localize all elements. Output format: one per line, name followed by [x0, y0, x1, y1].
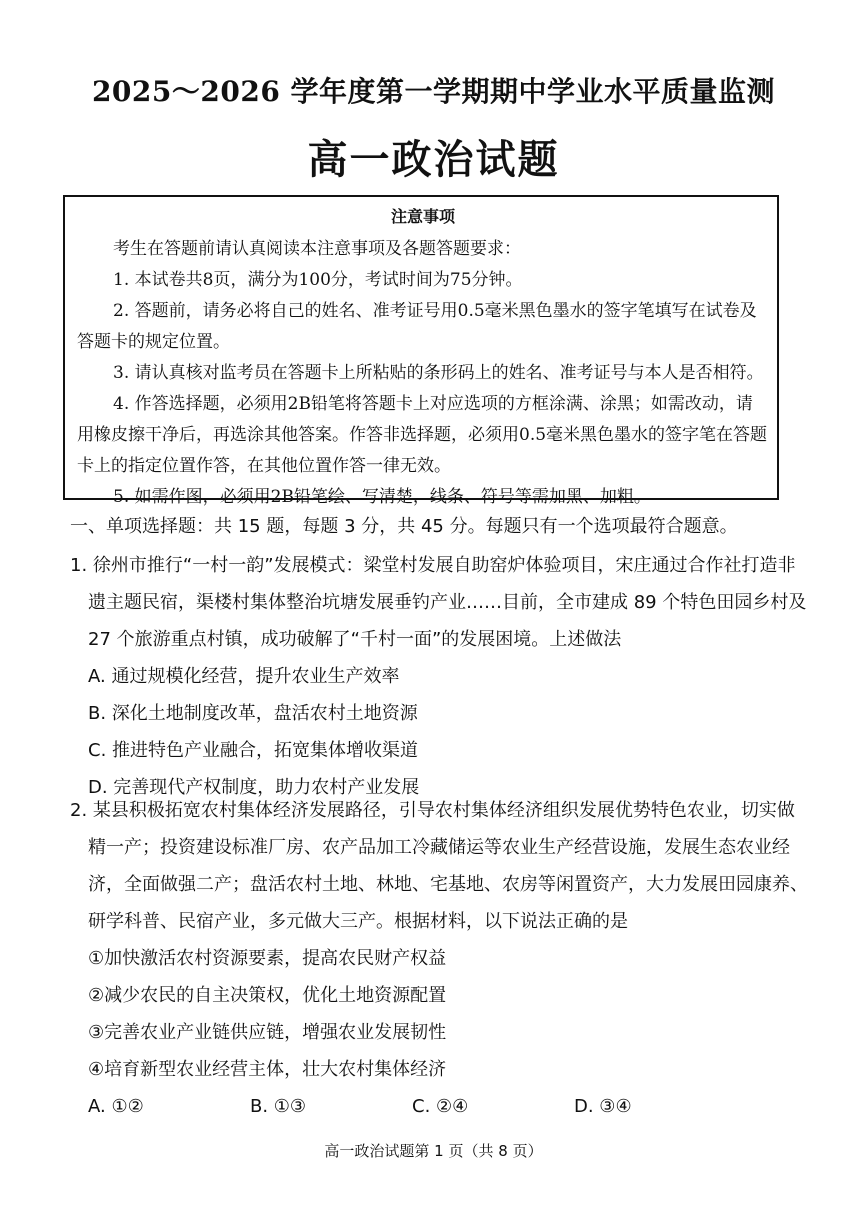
option-b[interactable]: B. ①③ [250, 1096, 307, 1117]
option-c[interactable]: C. ②④ [412, 1096, 469, 1117]
notice-box [63, 195, 779, 507]
exam-subtitle: 2025～2026 学年度第一学期期中学业水平质量监测 [91, 75, 776, 108]
option-d[interactable]: D. ③④ [574, 1096, 632, 1117]
page-footer: 高一政治试题第 1 页（共 8 页） [324, 1142, 543, 1160]
question-stem: 2. 某县积极拓宽农村集体经济发展路径，引导农村集体经济组织发展优势特色农业，切实做精一产；投资建设标准厂房、农产品加工冷藏储运等农业生产经营设施，发展生态农业经济，全面做强二产；盘活农村土地、林地、宅基地、农房等闲置资产，大力发展田园康养、研学科普、民宿产业，多元做大三产。根据材料，以下说法正确的是 [70, 800, 808, 932]
notice-heading: 注意事项 [390, 207, 455, 226]
statement-4: ④培育新型农业经营主体，壮大农村集体经济 [88, 1059, 447, 1080]
option-a[interactable]: A. 通过规模化经营，提升农业生产效率 [88, 666, 400, 687]
section-heading: 一、单项选择题：共 15 题，每题 3 分，共 45 分。每题只有一个选项最符合题意。 [70, 516, 738, 537]
notice-item: 1. 本试卷共8页，满分为100分，考试时间为75分钟。 [113, 270, 523, 290]
notice-item: 3. 请认真核对监考员在答题卡上所粘贴的条形码上的姓名、准考证号与本人是否相符。 [113, 363, 764, 383]
option-a[interactable]: A. ①② [88, 1096, 144, 1117]
question-2 [70, 792, 810, 1125]
statement-2: ②减少农民的自主决策权，优化土地资源配置 [88, 985, 447, 1006]
notice-item: 4. 作答选择题，必须用2B铅笔将答题卡上对应选项的方框涂满、涂黑；如需改动，请用橡皮擦干净后，再选涂其他答案。作答非选择题，必须用0.5毫米黑色墨水的签字笔在答题卡上的指定位置作答，在其他位置作答一律无效。 [77, 394, 768, 476]
exam-title: 高一政治试题 [307, 136, 560, 183]
notice-item: 2. 答题前，请务必将自己的姓名、准考证号用0.5毫米黑色墨水的签字笔填写在试卷及答题卡的规定位置。 [77, 301, 757, 352]
question-stem: 1. 徐州市推行“一村一韵”发展模式：梁堂村发展自助窑炉体验项目，宋庄通过合作社打造非遗主题民宿，渠楼村集体整治坑塘发展垂钓产业……目前，全市建成 89 个特色田园乡村及 27 个旅游重点村镇，成功破解了“千村一面”的发展困境。上述做法 [70, 555, 807, 650]
notice-intro: 考生在答题前请认真阅读本注意事项及各题答题要求： [113, 239, 521, 259]
option-c[interactable]: C. 推进特色产业融合，拓宽集体增收渠道 [88, 740, 419, 761]
question-1 [70, 547, 810, 806]
option-b[interactable]: B. 深化土地制度改革，盘活农村土地资源 [88, 703, 418, 724]
options-row [70, 1088, 810, 1125]
notice-item: 5. 如需作图，必须用2B铅笔绘、写清楚，线条、符号等需加黑、加粗。 [113, 487, 651, 507]
option-d[interactable]: D. 完善现代产权制度，助力农村产业发展 [88, 777, 420, 798]
statement-3: ③完善农业产业链供应链，增强农业发展韧性 [88, 1022, 447, 1043]
statement-1: ①加快激活农村资源要素，提高农民财产权益 [88, 948, 447, 969]
